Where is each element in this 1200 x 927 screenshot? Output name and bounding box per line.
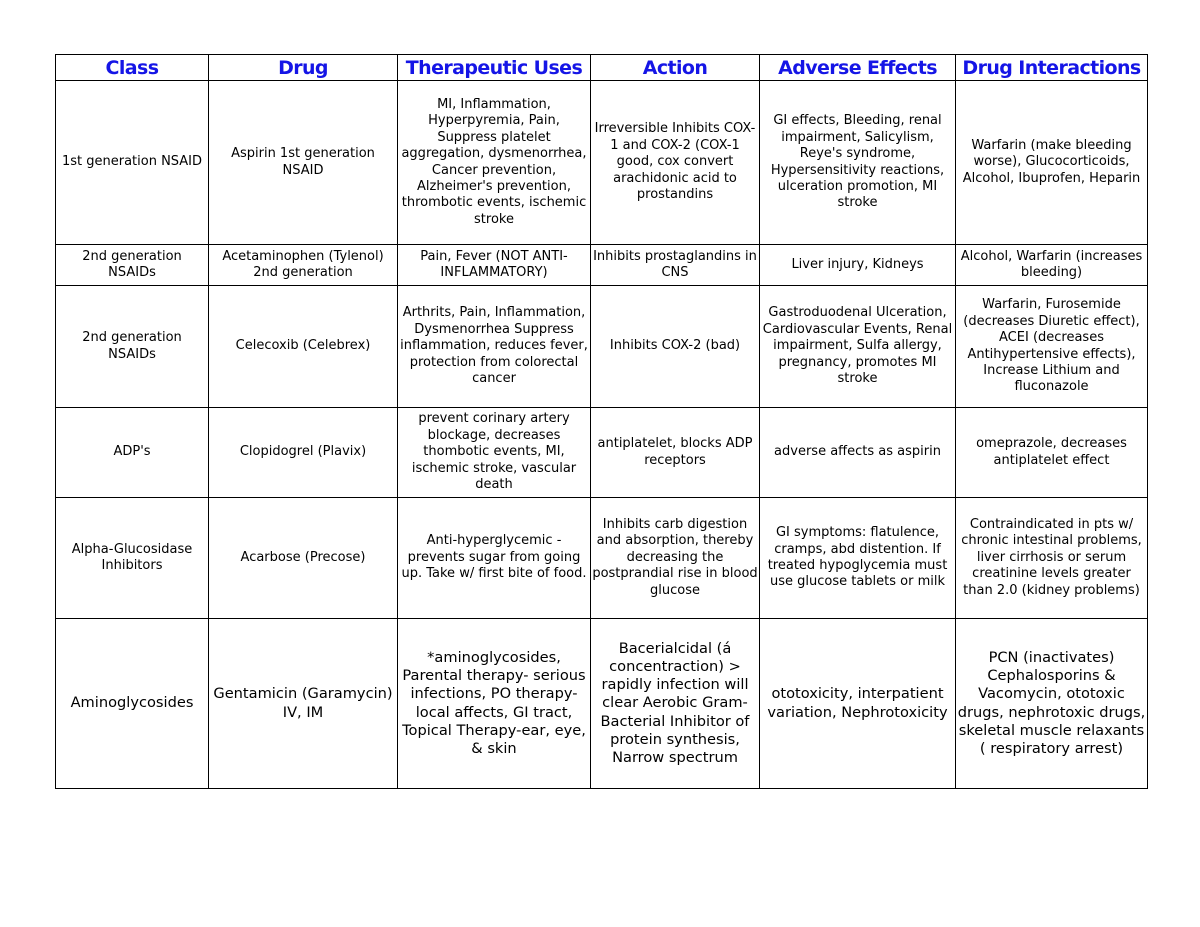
cell-adverse-effects: GI effects, Bleeding, renal impairment, Salicylism, Reye's syndrome, Hypersensitivity reactions, ulceration promotion, MI stroke: [760, 81, 956, 245]
cell-adverse-effects: Liver injury, Kidneys: [760, 245, 956, 286]
cell-drug: Celecoxib (Celebrex): [209, 286, 398, 408]
cell-therapeutic-uses: Anti-hyperglycemic - prevents sugar from going up. Take w/ first bite of food.: [398, 498, 591, 619]
cell-adverse-effects: GI symptoms: flatulence, cramps, abd distention. If treated hypoglycemia must use glucose tablets or milk: [760, 498, 956, 619]
cell-action: antiplatelet, blocks ADP receptors: [591, 408, 760, 498]
cell-class: 2nd generation NSAIDs: [56, 286, 209, 408]
cell-class: Aminoglycosides: [56, 619, 209, 789]
cell-drug-interactions: omeprazole, decreases antiplatelet effect: [956, 408, 1148, 498]
cell-therapeutic-uses: Arthrits, Pain, Inflammation, Dysmenorrhea Suppress inflammation, reduces fever, protection from colorectal cancer: [398, 286, 591, 408]
cell-adverse-effects: Gastroduodenal Ulceration, Cardiovascular Events, Renal impairment, Sulfa allergy, pregnancy, promotes MI stroke: [760, 286, 956, 408]
cell-class: 1st generation NSAID: [56, 81, 209, 245]
header-action: Action: [591, 55, 760, 81]
cell-drug: Aspirin 1st generation NSAID: [209, 81, 398, 245]
cell-therapeutic-uses: Pain, Fever (NOT ANTI-INFLAMMATORY): [398, 245, 591, 286]
table-row: [56, 286, 1148, 408]
cell-drug: Clopidogrel (Plavix): [209, 408, 398, 498]
header-row: [56, 55, 1148, 81]
cell-action: Inhibits prostaglandins in CNS: [591, 245, 760, 286]
cell-class: 2nd generation NSAIDs: [56, 245, 209, 286]
cell-action: Bacerialcidal (á concentraction) > rapidly infection will clear Aerobic Gram-Bacterial Inhibitor of protein synthesis, Narrow spectrum: [591, 619, 760, 789]
header-drug: Drug: [209, 55, 398, 81]
cell-therapeutic-uses: *aminoglycosides, Parental therapy- serious infections, PO therapy- local affects, GI tract, Topical Therapy-ear, eye, & skin: [398, 619, 591, 789]
cell-therapeutic-uses: MI, Inflammation, Hyperpyremia, Pain, Suppress platelet aggregation, dysmenorrhea, Cancer prevention, Alzheimer's prevention, thrombotic events, ischemic stroke: [398, 81, 591, 245]
header-therapeutic-uses: Therapeutic Uses: [398, 55, 591, 81]
cell-drug: Acetaminophen (Tylenol) 2nd generation: [209, 245, 398, 286]
cell-drug-interactions: Contraindicated in pts w/ chronic intestinal problems, liver cirrhosis or serum creatinine levels greater than 2.0 (kidney problems): [956, 498, 1148, 619]
cell-drug-interactions: Alcohol, Warfarin (increases bleeding): [956, 245, 1148, 286]
table-row: [56, 408, 1148, 498]
table-row: [56, 498, 1148, 619]
cell-action: Irreversible Inhibits COX-1 and COX-2 (COX-1 good, cox convert arachidonic acid to prostandins: [591, 81, 760, 245]
cell-class: ADP's: [56, 408, 209, 498]
cell-drug-interactions: Warfarin, Furosemide (decreases Diuretic effect), ACEI (decreases Antihypertensive effects), Increase Lithium and fluconazole: [956, 286, 1148, 408]
cell-adverse-effects: adverse affects as aspirin: [760, 408, 956, 498]
header-drug-interactions: Drug Interactions: [956, 55, 1148, 81]
header-class: Class: [56, 55, 209, 81]
table-row: [56, 81, 1148, 245]
cell-drug-interactions: Warfarin (make bleeding worse), Glucocorticoids, Alcohol, Ibuprofen, Heparin: [956, 81, 1148, 245]
header-adverse-effects: Adverse Effects: [760, 55, 956, 81]
drug-table: [55, 54, 1148, 789]
cell-drug-interactions: PCN (inactivates) Cephalosporins & Vacomycin, ototoxic drugs, nephrotoxic drugs, skeletal muscle relaxants ( respiratory arrest): [956, 619, 1148, 789]
table-row: [56, 245, 1148, 286]
table-row: [56, 619, 1148, 789]
cell-action: Inhibits COX-2 (bad): [591, 286, 760, 408]
cell-action: Inhibits carb digestion and absorption, thereby decreasing the postprandial rise in blood glucose: [591, 498, 760, 619]
cell-adverse-effects: ototoxicity, interpatient variation, Nephrotoxicity: [760, 619, 956, 789]
cell-drug: Gentamicin (Garamycin) IV, IM: [209, 619, 398, 789]
cell-drug: Acarbose (Precose): [209, 498, 398, 619]
cell-therapeutic-uses: prevent corinary artery blockage, decreases thombotic events, MI, ischemic stroke, vascular death: [398, 408, 591, 498]
cell-class: Alpha-Glucosidase Inhibitors: [56, 498, 209, 619]
